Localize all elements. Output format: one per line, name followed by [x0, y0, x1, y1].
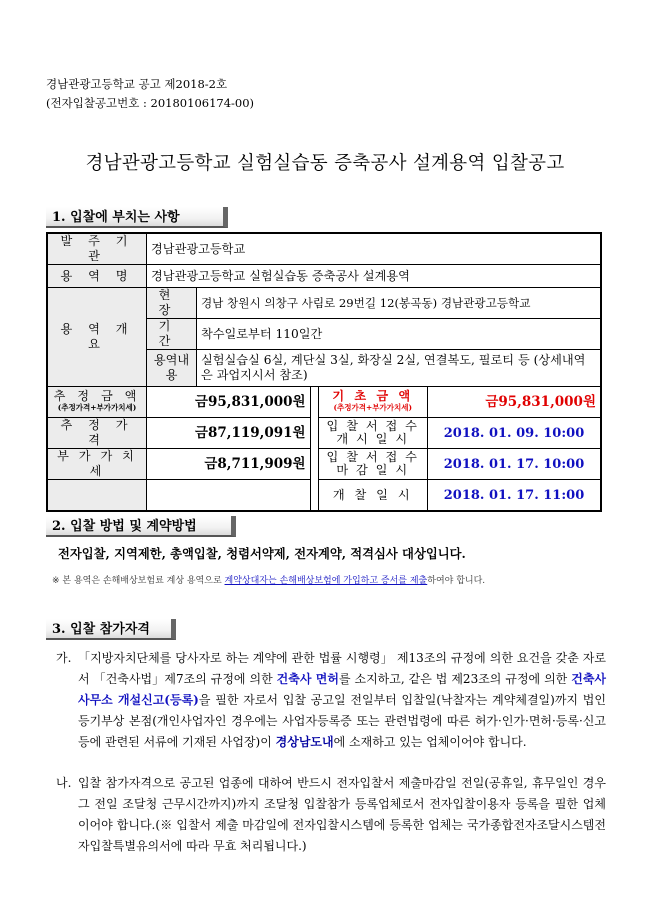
insurance-note-link: 계약상대자는 손해배상보험에 가입하고 증서를 제출	[224, 576, 428, 586]
e-notice-number: (전자입찰공고번호 : 20180106174-00)	[46, 96, 255, 110]
table-row	[47, 387, 601, 418]
insurance-note: ※ 본 용역은 손해배상보험료 계상 용역으로 계약상대자는 손해배상보험에 가입하고 증서를 제출하여야 합니다.	[52, 576, 486, 586]
site-label: 현 장	[147, 288, 197, 319]
bid-open-value: 2018. 01. 17. 11:00	[427, 480, 601, 512]
vat-value: 금8,711,909원	[147, 449, 311, 480]
table-row	[47, 233, 601, 265]
item-b-text: 입찰 참가자격으로 공고된 업종에 대하여 반드시 전자입찰서 제출마감일 전일(공휴일, 휴무일인 경우 그 전일 조달청 근무시간까지)까지 조달청 입찰참가 등록업체로서 전자입찰이용자 등록을 필한 업체이어야 합니다.(※ 입찰서 제출 마감일에 전자입찰시스템에 등록한 업체는 국가종합전자조달시스템전자입찰특별유의서에 따라 무효 처리됩니다.)	[78, 776, 606, 853]
vat-label: 부 가 가 치 세	[47, 449, 147, 480]
highlight-registration: 건축사사무소 개설신고(등록)	[78, 672, 607, 707]
table-row	[47, 449, 601, 480]
bid-info-table	[46, 232, 602, 512]
empty-cell	[147, 480, 311, 512]
table-gap	[310, 480, 318, 512]
table-row	[47, 480, 601, 512]
open-value: 2018. 01. 09. 10:00	[427, 418, 601, 449]
empty-cell	[47, 480, 147, 512]
table-gap	[310, 449, 318, 480]
list-item	[56, 648, 606, 753]
client-value: 경남관광고등학교	[147, 233, 601, 265]
est-amount-value: 금95,831,000원	[147, 387, 311, 418]
table-row	[47, 418, 601, 449]
item-a-text: 「지방자치단체를 당사자로 하는 계약에 관한 법률 시행령」 제13조의 규정에 의한 요건을 갖춘 자로서 「건축사법」제7조의 규정에 의한 건축사 면허를 소지하고, 같은 법 제23조의 규정에 의한 건축사사무소 개설신고(등록)을 필한 자로서 입찰 공고일 전일부터 입찰일(낙찰자는 계약체결일)까지 법인등기부상 본점(개인사업자인 경우에는 사업자등록증 또는 관련법령에 따른 허가·인가·면허·등록·신고 등에 관련된 서류에 기재된 사업장)이 경상남도내에 소재하고 있는 업체이어야 합니다.	[78, 651, 607, 749]
page-title: 경남관광고등학교 실험실습동 증축공사 설계용역 입찰공고	[85, 153, 565, 174]
service-label: 용 역 명	[47, 265, 147, 288]
item-b-mark: 나.	[56, 776, 72, 790]
list-item	[56, 773, 606, 857]
site-value: 경남 창원시 의창구 사림로 29번길 12(봉곡동) 경남관광고등학교	[196, 288, 601, 319]
table-row	[47, 265, 601, 288]
table-gap	[310, 418, 318, 449]
table-row	[47, 288, 601, 319]
est-price-label: 추 정 가 격	[47, 418, 147, 449]
base-amount-label: 기 초 금 액 (추정가격+부가가치세)	[318, 387, 427, 418]
period-value: 착수일로부터 110일간	[196, 319, 601, 350]
close-label: 입 찰 서 접 수 마 감 일 시	[318, 449, 427, 480]
close-value: 2018. 01. 17. 10:00	[427, 449, 601, 480]
est-amount-label: 추 정 금 액 (추정가격+부가가치세)	[47, 387, 147, 418]
service-value: 경남관광고등학교 실험실습동 증축공사 설계용역	[147, 265, 601, 288]
period-label: 기 간	[147, 319, 197, 350]
overview-label: 용 역 개 요	[47, 288, 147, 387]
bid-open-label: 개 찰 일 시	[318, 480, 427, 512]
highlight-region: 경상남도내	[275, 735, 334, 749]
est-price-value: 금87,119,091원	[147, 418, 311, 449]
content-label: 용역내용	[147, 350, 197, 387]
section1-heading: 1. 입찰에 부치는 사항	[46, 207, 228, 228]
client-label: 발 주 기 관	[47, 233, 147, 265]
base-amount-value: 금95,831,000원	[427, 387, 601, 418]
table-gap	[310, 387, 318, 418]
open-label: 입 찰 서 접 수 개 시 일 시	[318, 418, 427, 449]
highlight-license: 건축사 면허	[276, 672, 339, 686]
notice-number: 경남관광고등학교 공고 제2018-2호	[46, 77, 228, 91]
content-value: 실험실습실 6실, 계단실 3실, 화장실 2실, 연결복도, 필로티 등 (상세내역은 과업지시서 참조)	[196, 350, 601, 387]
bid-method-text: 전자입찰, 지역제한, 총액입찰, 청렴서약제, 전자계약, 적격심사 대상입니다.	[58, 546, 466, 561]
item-a-mark: 가.	[56, 651, 72, 665]
section3-heading: 3. 입찰 참가자격	[46, 619, 176, 640]
section2-heading: 2. 입찰 방법 및 계약방법	[46, 516, 236, 537]
